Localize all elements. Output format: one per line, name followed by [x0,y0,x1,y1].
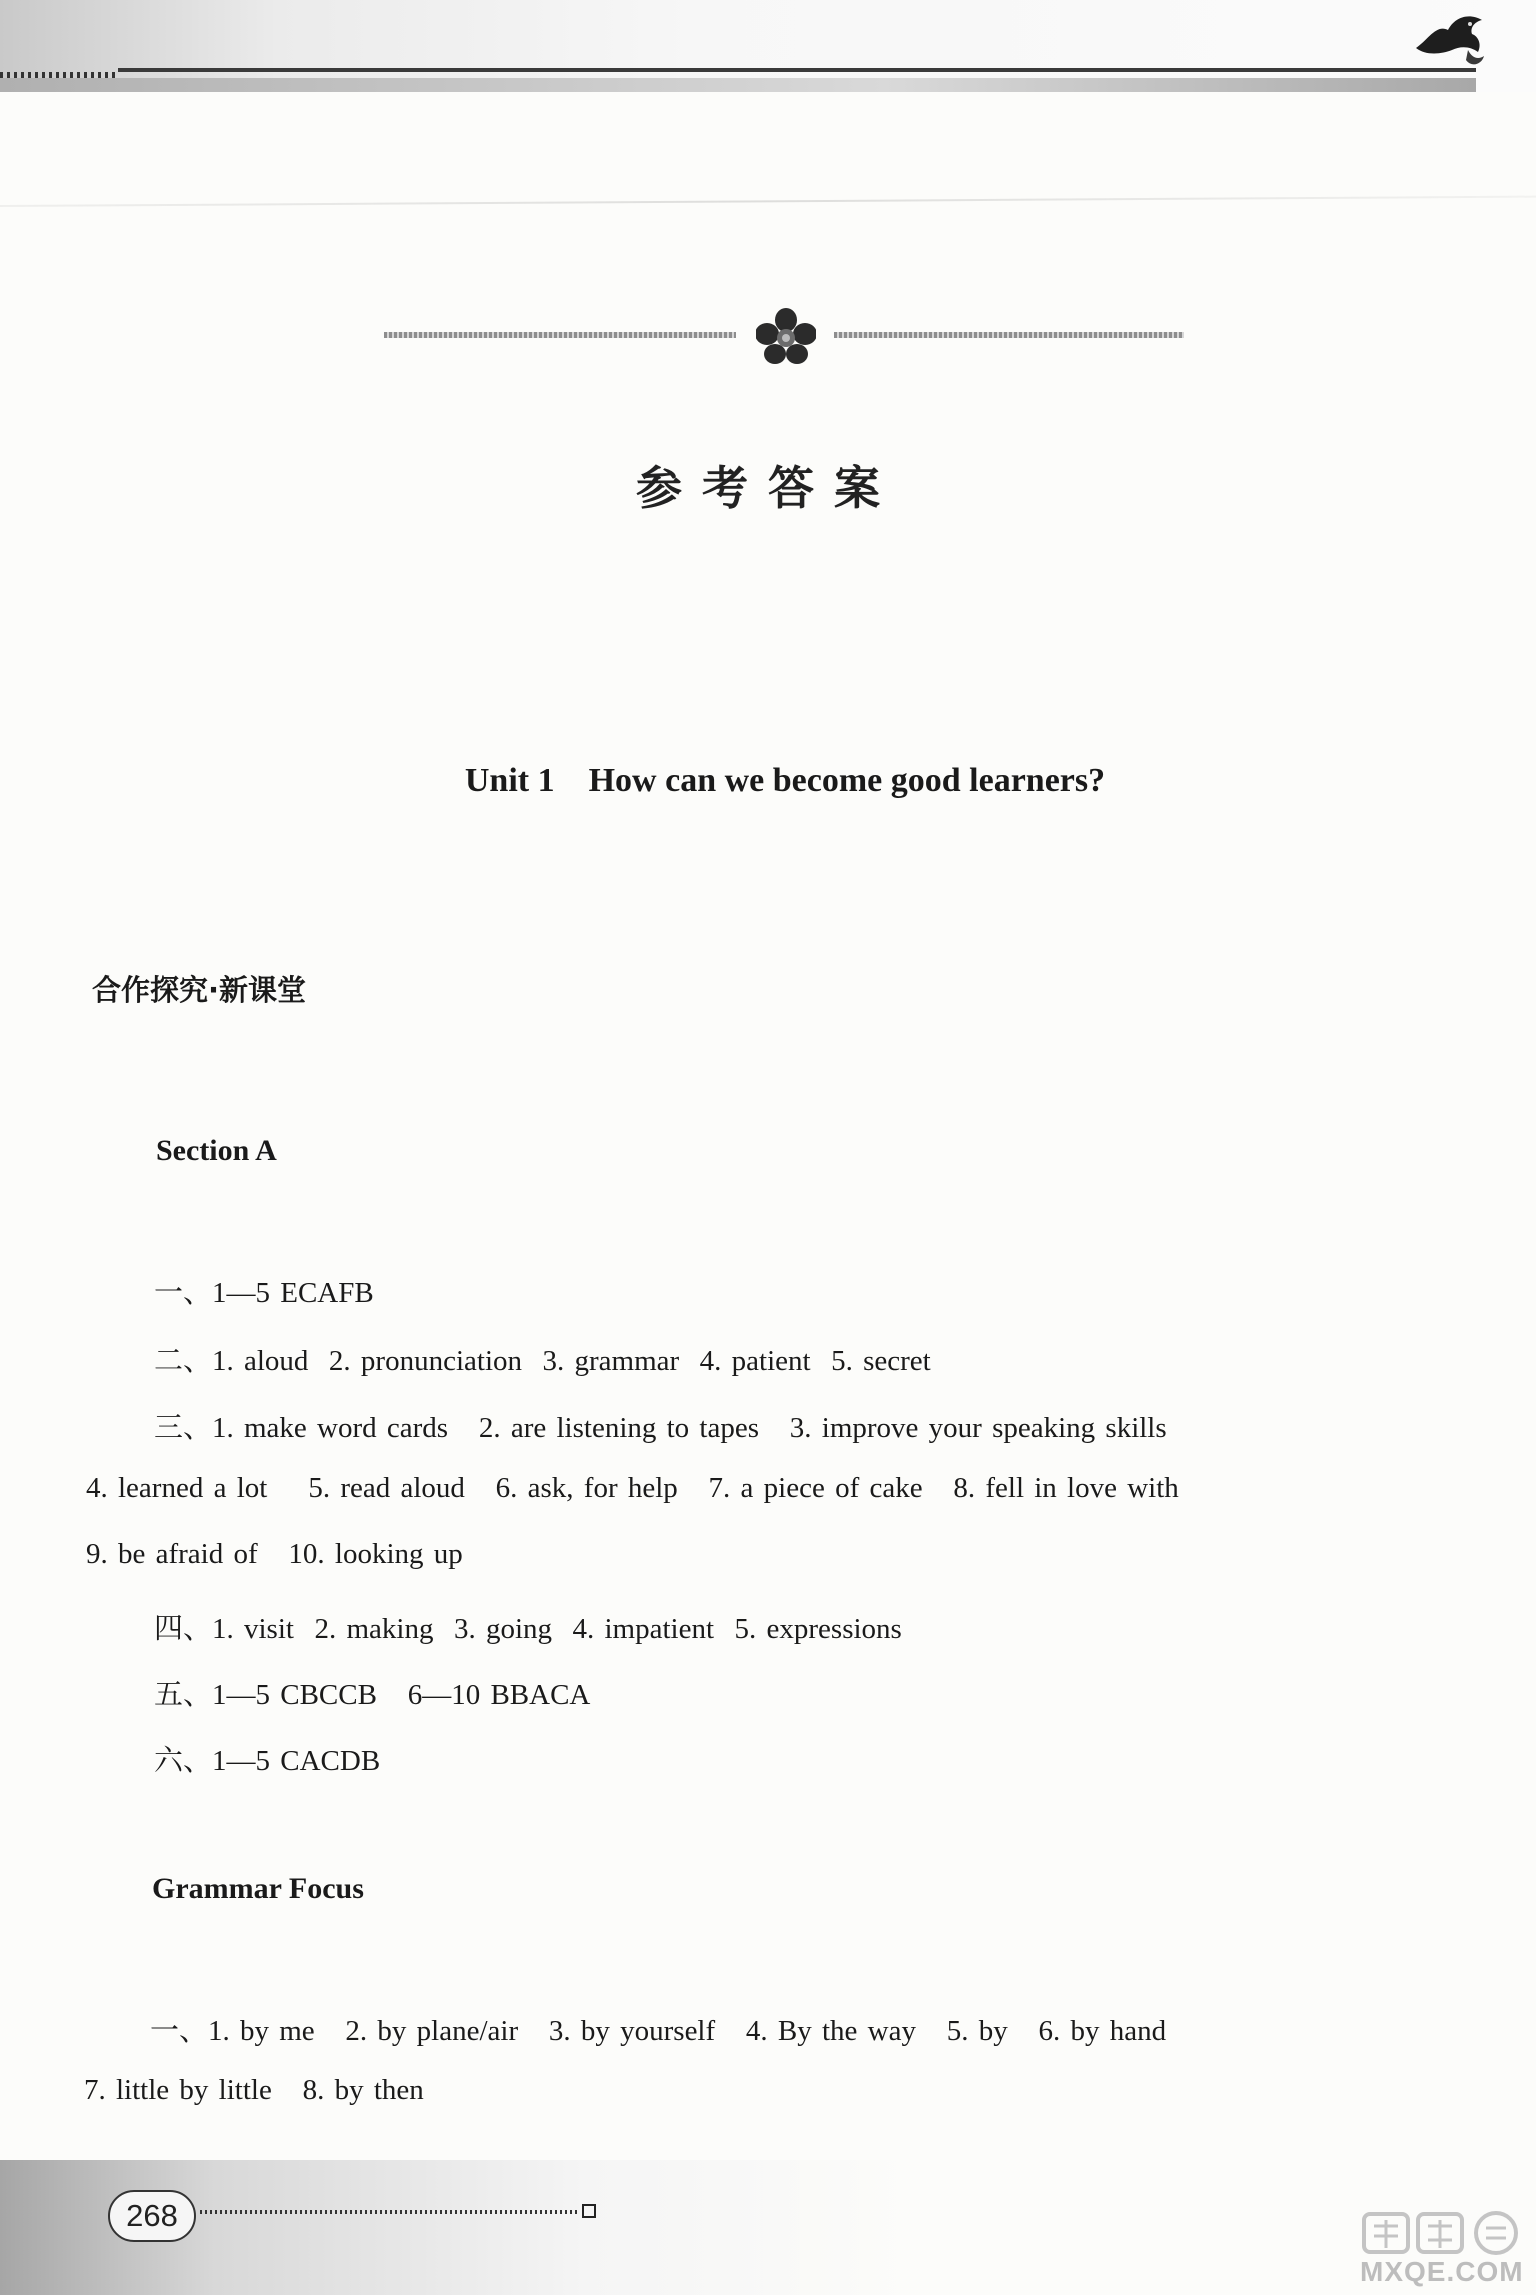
answer-line: 7. little by little 8. by then [84,2074,424,2106]
footer-dots [200,2210,578,2214]
title-ornament [384,308,1184,362]
flower-icon [756,308,816,364]
unit-label: Unit 1 [464,762,555,799]
watermark-logo [1360,2208,1530,2256]
watermark-text: MXQE.COM [1360,2256,1524,2287]
answer-line: 一、1—5 ECAFB [154,1277,374,1309]
ornament-rule-right [834,332,1184,338]
page-title: 参考答案 [636,461,900,515]
answer-line: 二、1. aloud 2. pronunciation 3. grammar 4. patient 5. secret [154,1345,931,1377]
answer-line: 三、1. make word cards 2. are listening to tapes 3. improve your speaking skills [154,1412,1167,1444]
answer-line: 六、1—5 CACDB [154,1745,381,1777]
bird-icon [1412,10,1488,70]
answer-line: 五、1—5 CBCCB 6—10 BBACA [154,1679,591,1711]
grammar-focus-heading: Grammar Focus [152,1872,364,1905]
page-number: 268 [108,2190,196,2242]
answer-line: 4. learned a lot 5. read aloud 6. ask, for help 7. a piece of cake 8. fell in love with [86,1472,1179,1504]
answer-line: 四、1. visit 2. making 3. going 4. impatient 5. expressions [154,1613,902,1645]
footer-square [582,2204,596,2218]
header-bar [0,78,1476,92]
section-a-heading: Section A [156,1134,277,1167]
ornament-rule-left [384,332,736,338]
unit-question: How can we become good learners? [588,762,1106,799]
watermark [1360,2208,1530,2288]
section-cn-title: 合作探究·新课堂 [92,973,307,1007]
answer-line: 9. be afraid of 10. looking up [86,1538,463,1570]
footer-band [0,2160,1536,2295]
unit-title [0,762,1536,800]
answer-line: 一、1. by me 2. by plane/air 3. by yourself 4. By the way 5. by 6. by hand [150,2015,1167,2047]
scan-line [0,196,1536,207]
header-rule [118,68,1476,72]
